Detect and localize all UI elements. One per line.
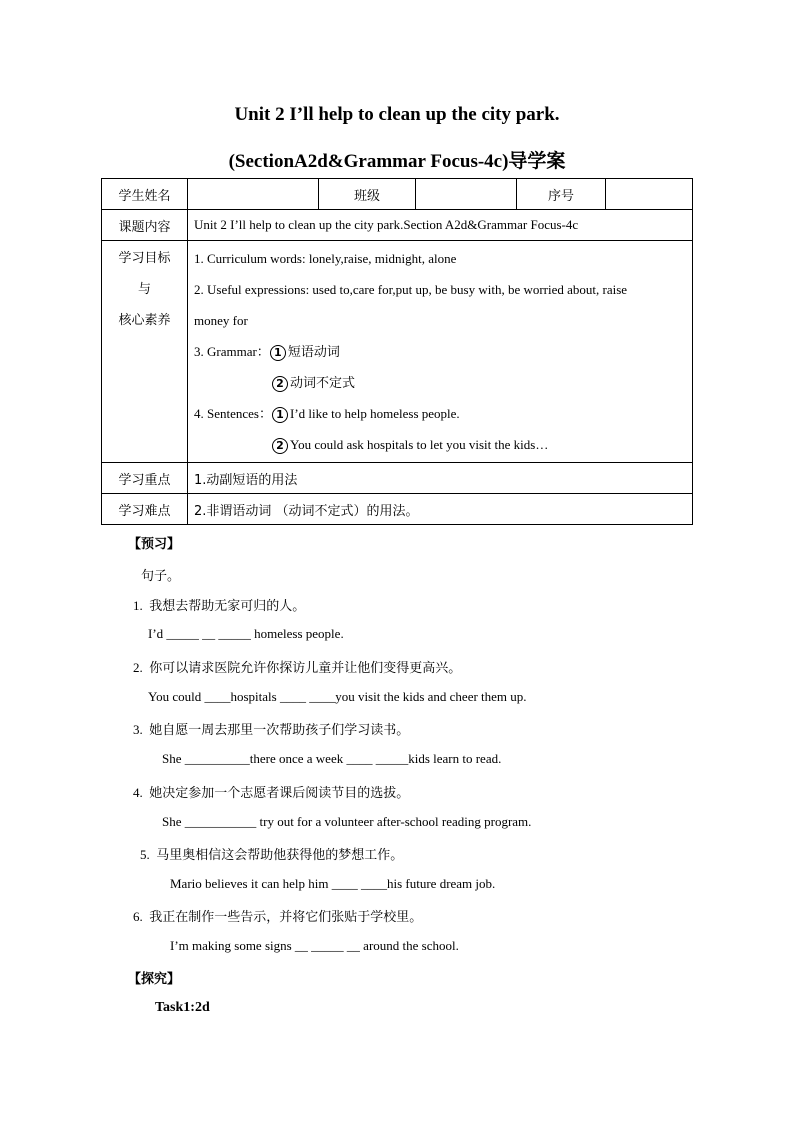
fill-in-sentence: Mario believes it can help him ____ ____his future dream job. — [170, 876, 496, 891]
list-item: 2. 你可以请求医院允许你探访儿童并让他们变得更高兴。 — [133, 660, 462, 676]
grammar-item-a: 短语动词 — [287, 345, 340, 360]
objective-grammar — [194, 336, 686, 367]
page-subtitle: (SectionA2d&Grammar Focus-4c)导学案 — [228, 151, 566, 172]
objective-expressions-cont: money for — [194, 313, 248, 328]
table-row — [102, 463, 693, 494]
table-row — [102, 210, 693, 241]
list-item: 5. 马里奥相信这会帮助他获得他的梦想工作。 — [140, 847, 404, 863]
grammar-item-b: 动词不定式 — [290, 376, 356, 391]
explore-heading: 【探究】 — [128, 972, 181, 987]
sentences-prefix: 4. Sentences： — [194, 406, 272, 421]
topic-value: Unit 2 I’ll help to clean up the city park.Section A2d&Grammar Focus-4c — [188, 210, 693, 241]
objective-grammar-b — [194, 367, 686, 398]
objectives-content — [188, 241, 693, 463]
list-item: 4. 她决定参加一个志愿者课后阅读节目的选拔。 — [133, 785, 410, 801]
fill-in-sentence: You could ____hospitals ____ ____you visit the kids and cheer them up. — [148, 689, 527, 704]
list-item: 3. 她自愿一周去那里一次帮助孩子们学习读书。 — [133, 722, 410, 738]
seat-label: 序号 — [517, 179, 606, 210]
fill-in-sentence: I’m making some signs __ _____ __ around the school. — [170, 938, 459, 953]
class-label: 班级 — [319, 179, 416, 210]
fill-in-sentence: She ___________ try out for a volunteer after-school reading program. — [162, 814, 532, 829]
table-row — [102, 494, 693, 525]
preview-heading: 【预习】 — [128, 537, 181, 552]
task-label: Task1:2d — [155, 1000, 210, 1015]
objectives-label-1: 学习目标 — [118, 251, 171, 266]
table-row — [102, 179, 693, 210]
student-name-cell[interactable] — [188, 179, 319, 210]
objective-words: 1. Curriculum words: lonely,raise, midnight, alone — [194, 251, 457, 266]
preview-intro: 句子。 — [141, 569, 181, 584]
list-item: 1. 我想去帮助无家可归的人。 — [133, 598, 306, 614]
key-points-label: 学习重点 — [102, 463, 188, 494]
circled-number-1: 1 — [270, 345, 286, 361]
page-title: Unit 2 I’ll help to clean up the city park. — [234, 104, 560, 125]
list-item: 6. 我正在制作一些告示，并将它们张贴于学校里。 — [133, 909, 423, 925]
sentence-item-b: You could ask hospitals to let you visit the kids… — [290, 437, 549, 452]
objectives-label — [102, 241, 188, 463]
objectives-label-2: 与 — [137, 282, 151, 297]
info-table — [101, 178, 693, 525]
grammar-prefix: 3. Grammar： — [194, 344, 270, 359]
objective-expressions: 2. Useful expressions: used to,care for,put up, be busy with, be worried about, raise — [194, 282, 628, 297]
sentence-item-a: I’d like to help homeless people. — [289, 406, 460, 421]
circled-number-1: 1 — [272, 407, 288, 423]
circled-number-2: 2 — [272, 438, 288, 454]
student-name-label: 学生姓名 — [102, 179, 188, 210]
objective-sentences-b — [194, 429, 686, 460]
difficulties-value: 2.非谓语动词 （动词不定式）的用法。 — [188, 494, 693, 525]
difficulties-label: 学习难点 — [102, 494, 188, 525]
objectives-label-3: 核心素养 — [118, 313, 171, 328]
fill-in-sentence: She __________there once a week ____ _____kids learn to read. — [162, 751, 502, 766]
table-row — [102, 241, 693, 463]
class-cell[interactable] — [416, 179, 517, 210]
fill-in-sentence: I’d _____ __ _____ homeless people. — [148, 626, 344, 641]
topic-label: 课题内容 — [102, 210, 188, 241]
key-points-value: 1.动副短语的用法 — [188, 463, 693, 494]
objective-sentences — [194, 398, 686, 429]
seat-cell[interactable] — [606, 179, 693, 210]
circled-number-2: 2 — [272, 376, 288, 392]
